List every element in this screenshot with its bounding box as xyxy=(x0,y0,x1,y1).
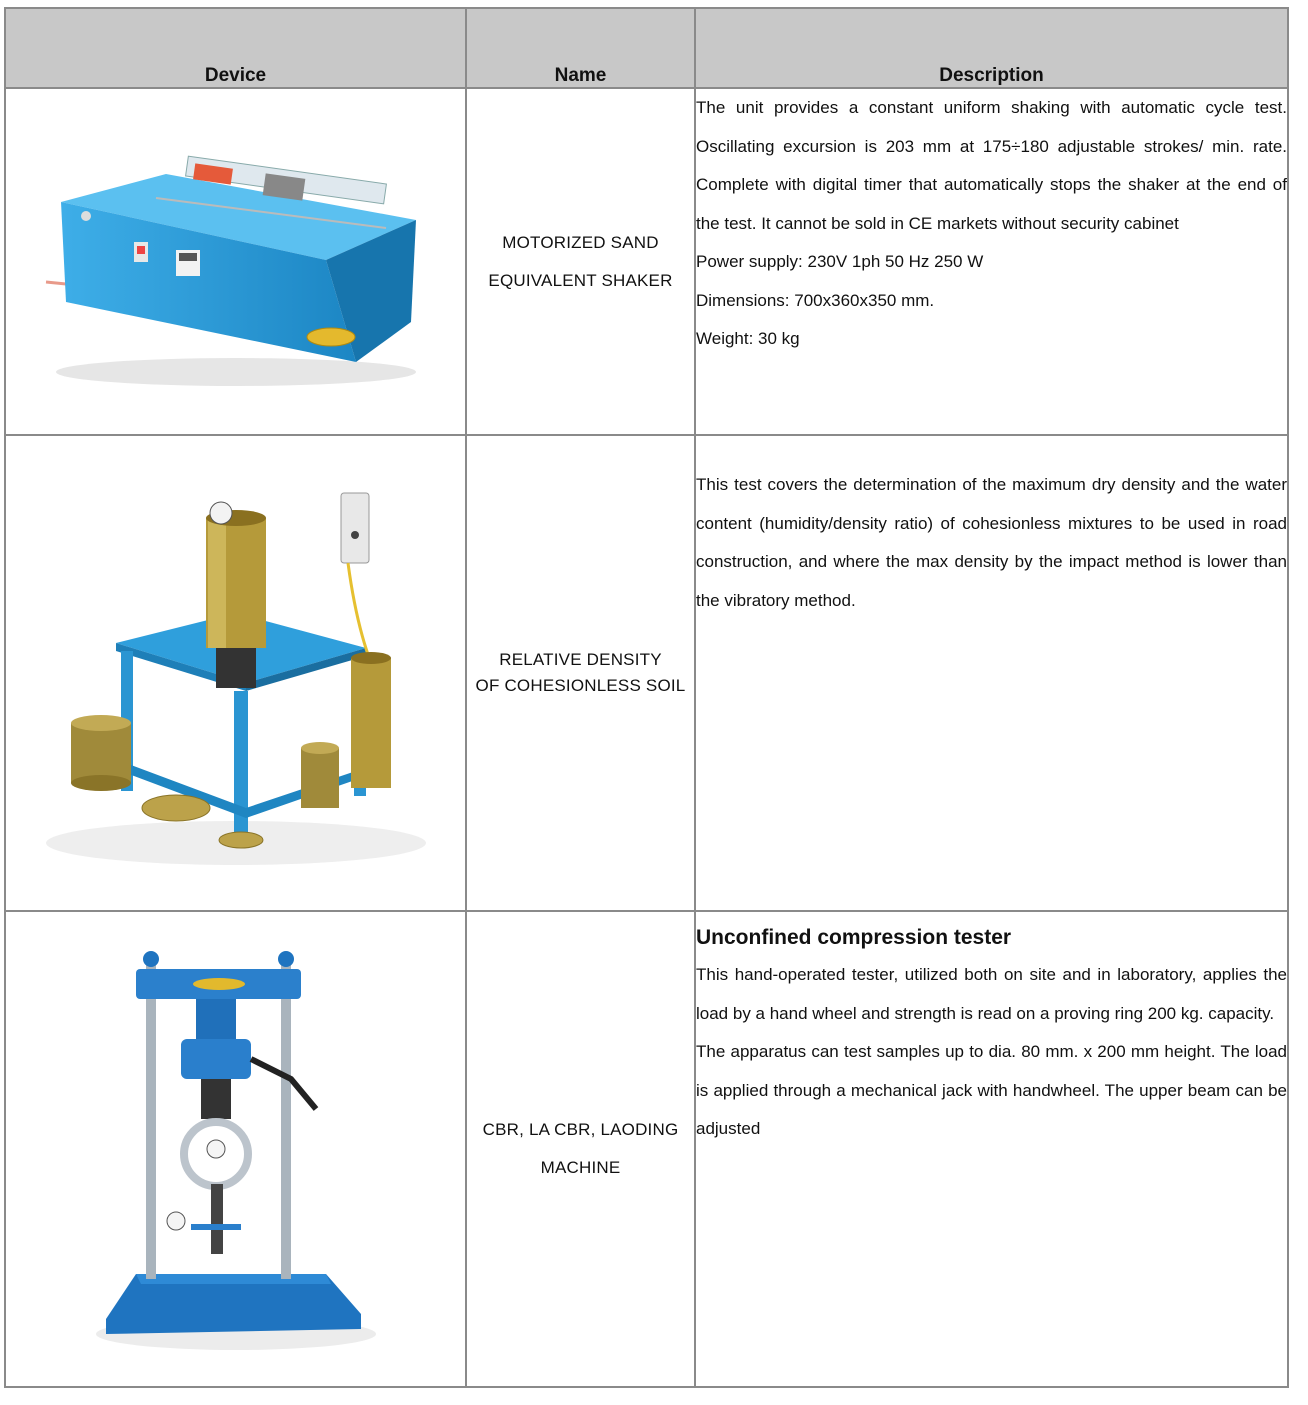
device-name-line: EQUIVALENT SHAKER xyxy=(488,270,673,290)
description-title: Unconfined compression tester xyxy=(696,926,1012,949)
device-name-cell xyxy=(466,88,695,435)
device-name-cell xyxy=(466,911,695,1387)
description-paragraph: This test covers the determination of the maximum dry density and the water content (humidity/density ratio) of cohesionless mixtures to be used in road construction, and where the max density by the impact method is lower than the vibratory method. xyxy=(696,475,1287,610)
device-name-line: MACHINE xyxy=(540,1158,621,1177)
device-name-line: MOTORIZED SAND xyxy=(502,232,659,252)
motorized-sand-equivalent-shaker-photo xyxy=(26,132,446,392)
description-paragraph: Weight: 30 kg xyxy=(696,329,800,348)
device-cell xyxy=(5,88,466,435)
description-paragraph: This hand-operated tester, utilized both on site and in laboratory, applies the load by a hand wheel and strength is read on a proving ring 200 kg. capacity. xyxy=(696,965,1287,1023)
device-name-line: RELATIVE DENSITY xyxy=(499,650,662,669)
description-paragraph: Power supply: 230V 1ph 50 Hz 250 W xyxy=(696,252,984,271)
device-cell xyxy=(5,911,466,1387)
description-paragraph: Dimensions: 700x360x350 mm. xyxy=(696,290,935,310)
description-cell xyxy=(695,88,1288,435)
description-paragraph: The unit provides a constant uniform shaking with automatic cycle test. Oscillating excursion is 203 mm at 175÷180 adjustable strokes/ min. rate. Complete with digital timer that automatically stops the shaker at the end of the test. It cannot be sold in CE markets without security cabinet xyxy=(696,98,1287,233)
header-description: Description xyxy=(695,8,1288,88)
header-device: Device xyxy=(5,8,466,88)
relative-density-apparatus-photo xyxy=(36,473,436,873)
table-header-row xyxy=(5,8,1288,88)
device-name-line: CBR, LA CBR, LAODING xyxy=(482,1120,679,1139)
description-cell xyxy=(695,435,1288,911)
table-row xyxy=(5,911,1288,1387)
device-name-line: OF COHESIONLESS SOIL xyxy=(475,676,686,695)
table-row xyxy=(5,435,1288,911)
cbr-loading-machine-photo xyxy=(86,939,386,1359)
description-cell xyxy=(695,911,1288,1387)
table-row xyxy=(5,88,1288,435)
device-cell xyxy=(5,435,466,911)
description-paragraph: The apparatus can test samples up to dia. 80 mm. x 200 mm height. The load is applied through a mechanical jack with handwheel. The upper beam can be adjusted xyxy=(696,1042,1287,1138)
header-name: Name xyxy=(466,8,695,88)
equipment-table xyxy=(4,7,1289,1388)
device-name-cell xyxy=(466,435,695,911)
